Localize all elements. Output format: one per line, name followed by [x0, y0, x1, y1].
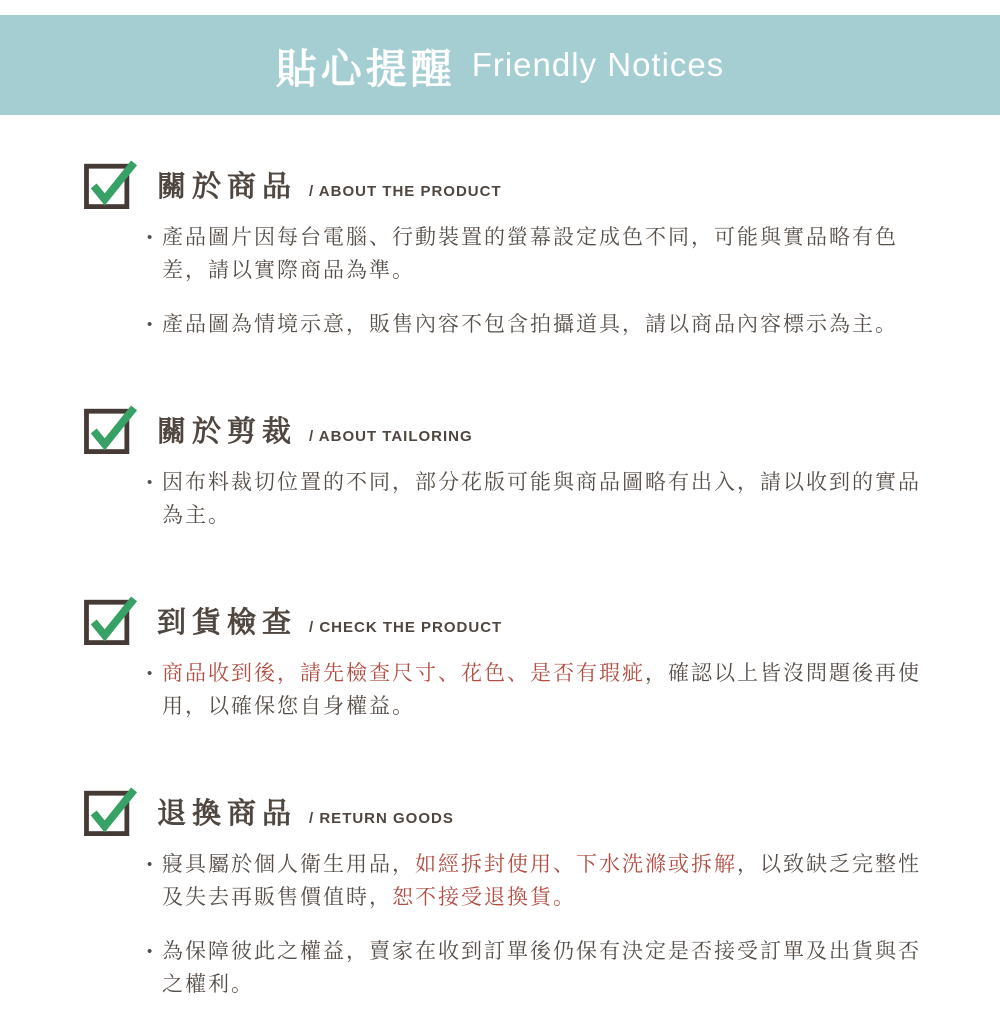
- notice-item: [147, 308, 942, 341]
- notice-text-segment: 產品圖為情境示意，販售內容不包含拍攝道具，請以商品內容標示為主。: [162, 313, 898, 336]
- section-title: [157, 791, 454, 832]
- notice-text: [162, 848, 942, 914]
- notice-text: [162, 221, 942, 287]
- notice-text-segment: 因布料裁切位置的不同，部分花版可能與商品圖略有出入，請以收到的實品為主。: [162, 471, 921, 527]
- notice-text-highlight: 恕不接受退換貨。: [392, 886, 576, 909]
- section-header: [83, 595, 942, 645]
- notice-text: [162, 657, 942, 723]
- banner: [0, 15, 1000, 115]
- section-header: [83, 786, 942, 836]
- notice-item: [147, 848, 942, 914]
- section-title: [157, 600, 502, 641]
- checkbox-checked-icon: [83, 159, 139, 209]
- section-title: [157, 164, 502, 205]
- section-title: [157, 409, 473, 450]
- notice-item: [147, 935, 942, 1001]
- notice-text: [162, 308, 942, 341]
- bullet-icon: •: [147, 474, 155, 491]
- checkbox-checked-icon: [83, 404, 139, 454]
- section-title-en: / RETURN GOODS: [309, 809, 454, 827]
- notice-text-highlight: 商品收到後，請先檢查尺寸、花色、是否有瑕疵: [162, 662, 645, 685]
- section-title-en: / ABOUT TAILORING: [309, 427, 473, 445]
- notice-text-segment: 產品圖片因每台電腦、行動裝置的螢幕設定成色不同，可能與實品略有色差，請以實際商品為準。: [162, 226, 898, 282]
- bullet-icon: •: [147, 856, 155, 873]
- notice-section: [83, 159, 942, 341]
- notice-text-segment: 為保障彼此之權益，賣家在收到訂單後仍保有決定是否接受訂單及出貨與否之權利。: [162, 940, 921, 996]
- notice-text: [162, 935, 942, 1001]
- notice-text-segment: ，以致缺乏完整性及失去再販售價值時，: [162, 853, 921, 909]
- section-title-zh: 退換商品: [157, 797, 298, 830]
- notice-item: [147, 657, 942, 723]
- notice-text-segment: ，確認以上皆沒問題後再使用，以確保您自身權益。: [162, 662, 921, 718]
- notice-item: [147, 466, 942, 532]
- banner-title: 貼心提醒: [275, 45, 456, 92]
- section-title-zh: 關於商品: [157, 170, 298, 203]
- checkbox-checked-icon: [83, 595, 139, 645]
- section-title-zh: 關於剪裁: [157, 415, 298, 448]
- bullet-list: [83, 466, 942, 532]
- section-header: [83, 159, 942, 209]
- notice-text-highlight: 如經拆封使用、下水洗滌或拆解: [415, 853, 737, 876]
- checkbox-checked-icon: [83, 786, 139, 836]
- section-title-en: / CHECK THE PRODUCT: [309, 618, 503, 636]
- bullet-icon: •: [147, 943, 155, 960]
- section-header: [83, 404, 942, 454]
- bullet-list: [83, 221, 942, 341]
- notice-section: [83, 595, 942, 723]
- notice-item: [147, 221, 942, 287]
- section-title-zh: 到貨檢查: [157, 606, 298, 639]
- notice-section: [83, 786, 942, 1001]
- notice-section: [83, 404, 942, 532]
- bullet-icon: •: [147, 665, 155, 682]
- section-title-en: / ABOUT THE PRODUCT: [309, 182, 502, 200]
- notice-text: [162, 466, 942, 532]
- sections: [0, 115, 1000, 1001]
- bullet-icon: •: [147, 316, 155, 333]
- notice-text-segment: 寢具屬於個人衛生用品，: [162, 853, 415, 876]
- bullet-list: [83, 657, 942, 723]
- bullet-list: [83, 848, 942, 1001]
- banner-subtitle: Friendly Notices: [471, 46, 725, 83]
- bullet-icon: •: [147, 229, 155, 246]
